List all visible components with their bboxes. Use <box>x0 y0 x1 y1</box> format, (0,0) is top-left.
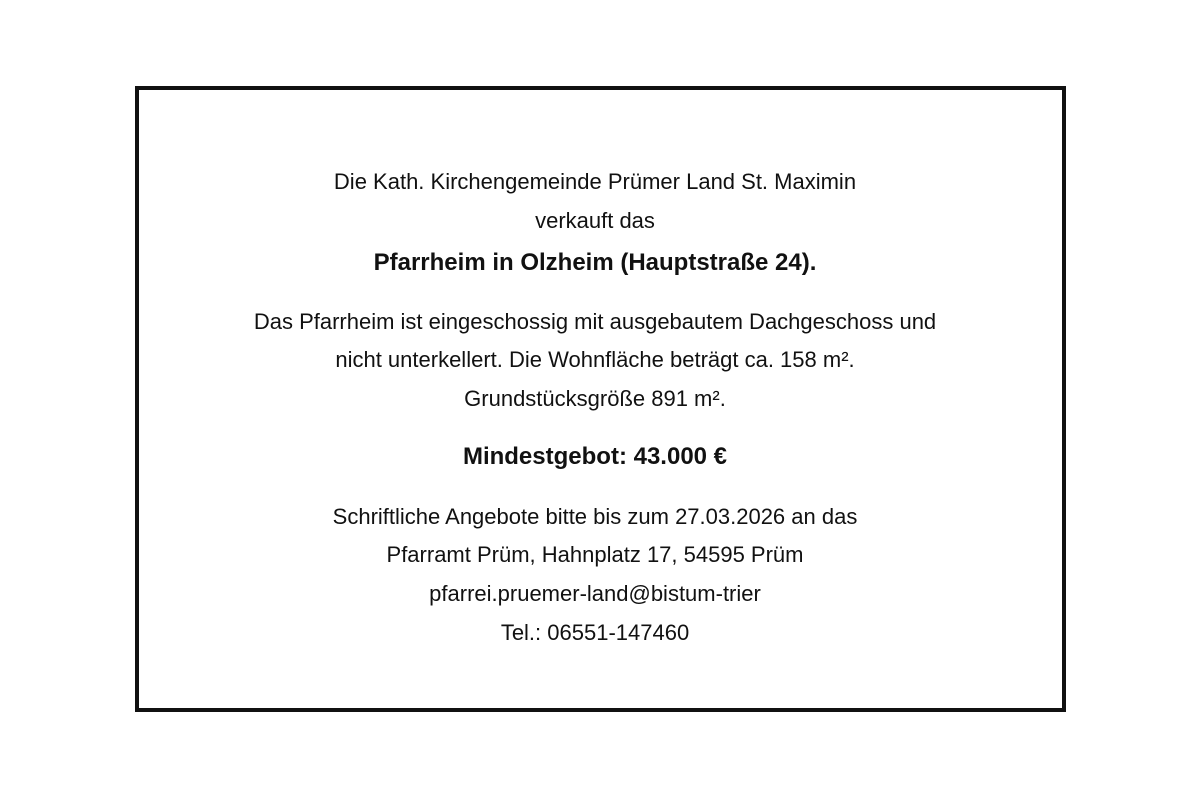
contact-email: pfarrei.pruemer-land@bistum-trier <box>429 581 761 606</box>
minimum-bid: Mindestgebot: 43.000 € <box>462 443 728 470</box>
headline: Pfarrheim in Olzheim (Hauptstraße 24). <box>373 249 817 276</box>
description-line-2: nicht unterkellert. Die Wohnfläche beträgt ca. 158 m². <box>335 347 855 372</box>
contact-phone: Tel.: 06551-147460 <box>500 620 690 645</box>
intro-line-1: Die Kath. Kirchengemeinde Prümer Land St. Maximin <box>333 169 857 194</box>
description-line-1: Das Pfarrheim ist eingeschossig mit ausgebautem Dachgeschoss und <box>253 309 937 334</box>
intro-line-2: verkauft das <box>535 208 655 233</box>
contact-line-1: Schriftliche Angebote bitte bis zum 27.03.2026 an das <box>332 504 858 529</box>
description-line-3: Grundstücksgröße 891 m². <box>464 386 726 411</box>
contact-address: Pfarramt Prüm, Hahnplatz 17, 54595 Prüm <box>386 542 804 567</box>
